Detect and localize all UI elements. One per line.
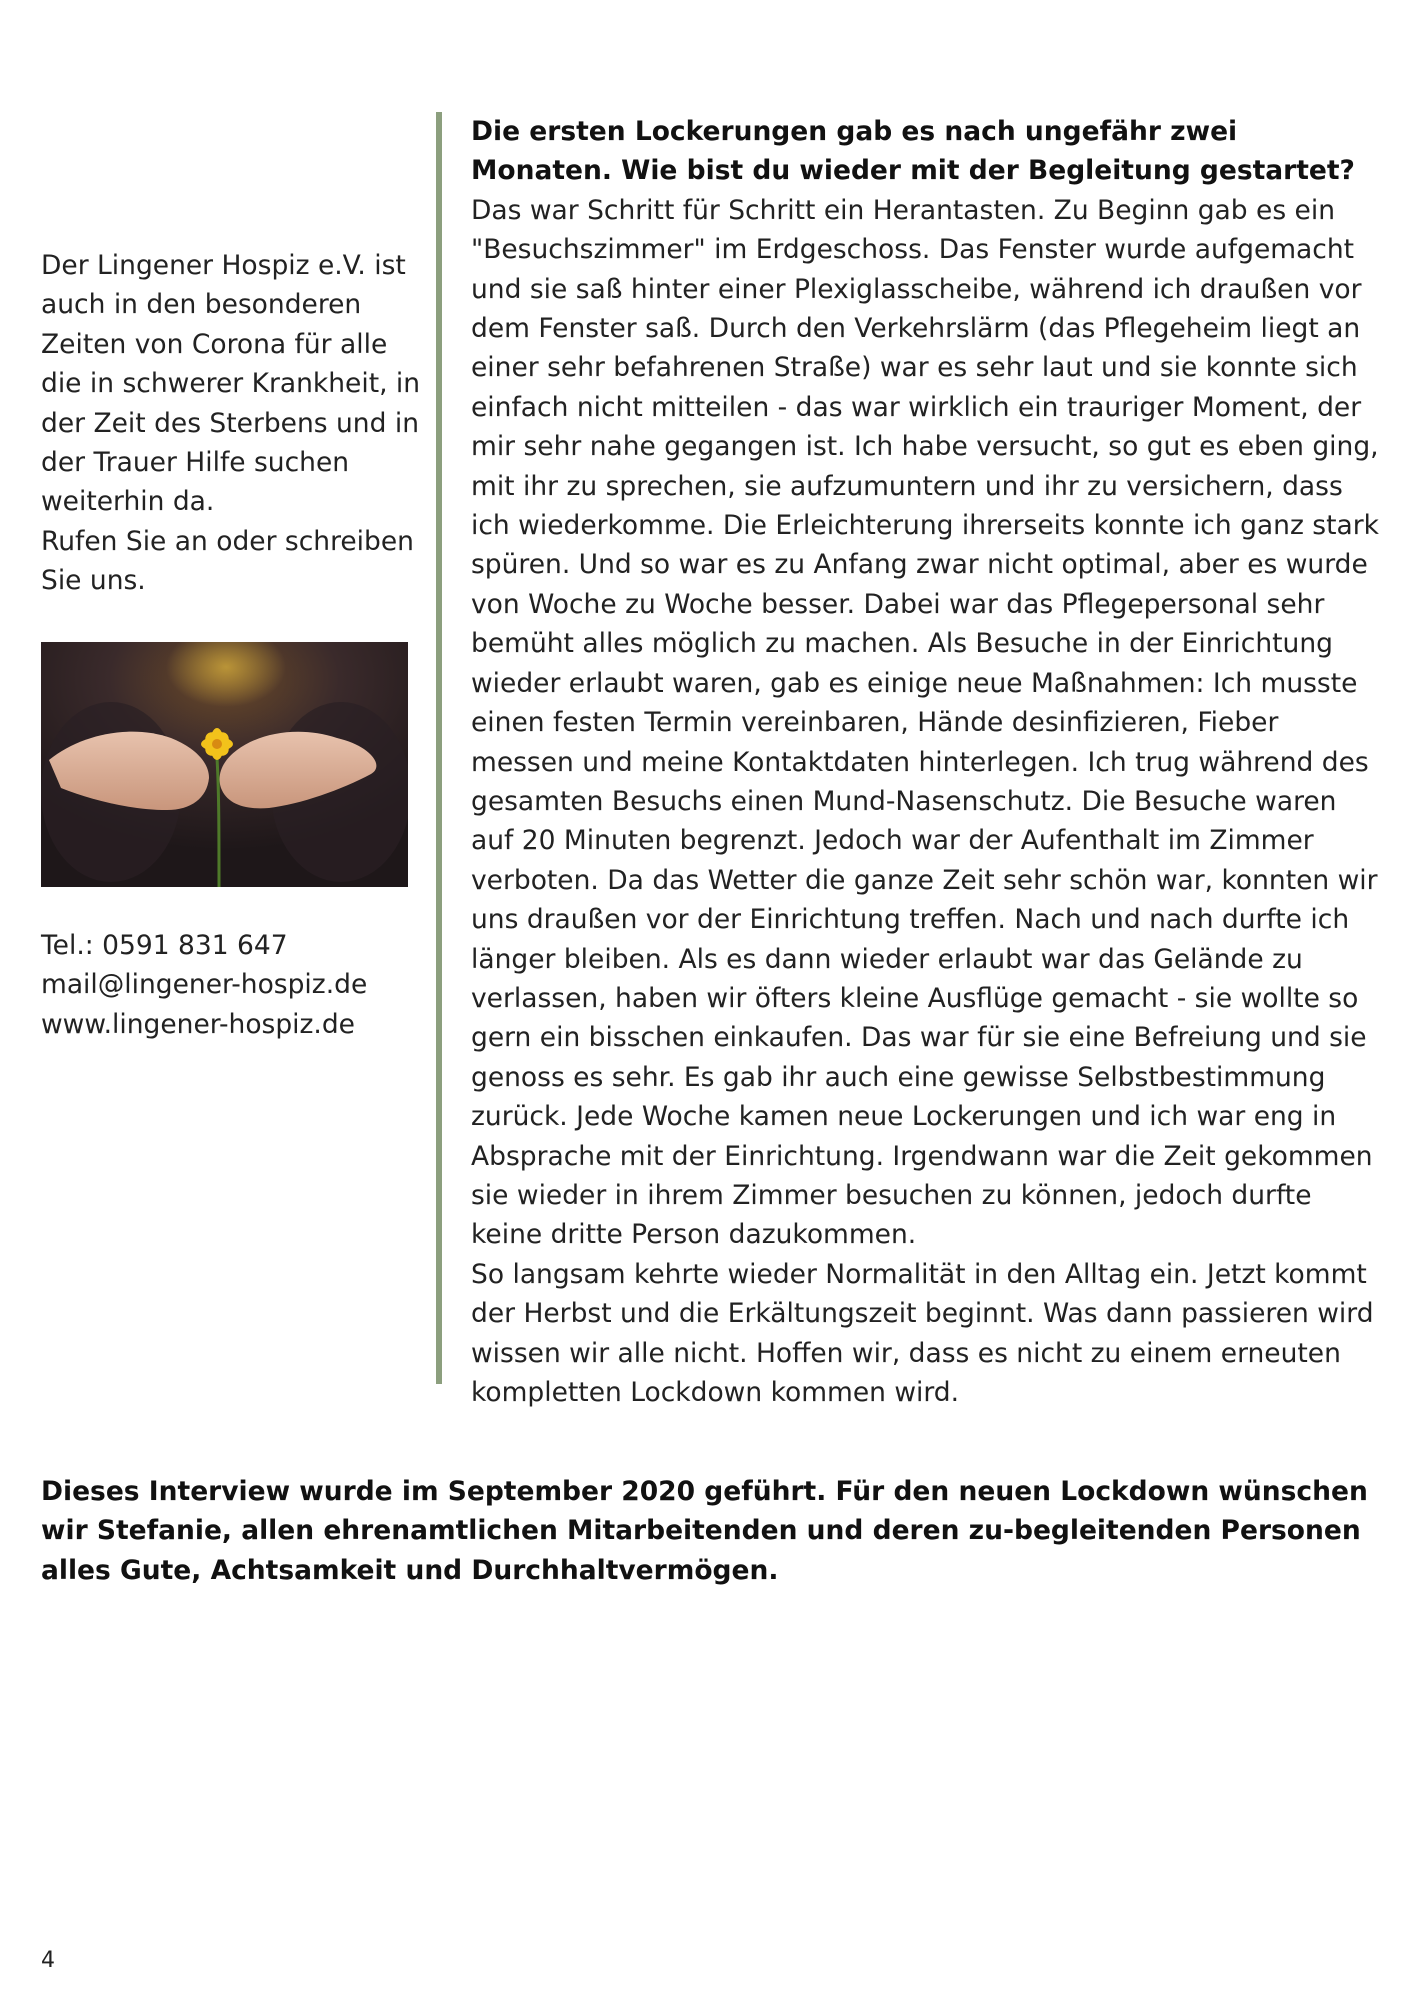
column-divider (436, 112, 442, 1384)
interview-column (471, 112, 1381, 1412)
website-link[interactable]: www.lingener-hospiz.de (41, 1008, 355, 1040)
hands-flower-photo (41, 642, 408, 887)
interview-question: Die ersten Lockerungen gab es nach ungefähr zwei Monaten. Wie bist du wieder mit der Begleitung gestartet? (471, 116, 1355, 187)
email-address[interactable]: mail@lingener-hospiz.de (41, 969, 368, 1001)
contact-info (41, 926, 421, 1044)
interview-answer-paragraph-1: Das war Schritt für Schritt ein Herantasten. Zu Beginn gab es ein "Besuchszimmer" im Erdgeschoss. Das Fenster wurde aufgemacht und sie saß hinter einer Plexiglasscheibe, während ich draußen vor dem Fenster saß. Durch den Verkehrslärm (das Pflegeheim liegt an einer sehr befahrenen Straße) war es sehr laut und sie konnte sich einfach nicht mitteilen - das war wirklich ein trauriger Moment, der mir sehr nahe gegangen ist. Ich habe versucht, so gut es eben ging, mit ihr zu sprechen, sie aufzumuntern und ihr zu versichern, dass ich wiederkomme. Die Erleichterung ihrerseits konnte ich ganz stark spüren. Und so war es zu Anfang zwar nicht optimal, aber es wurde von Woche zu Woche besser. Dabei war das Pflegepersonal sehr bemüht alles möglich zu machen. Als Besuche in der Einrichtung wieder erlaubt waren, gab es einige neue Maßnahmen: Ich musste einen festen Termin vereinbaren, Hände desinfizieren, Fieber messen und meine Kontaktdaten hinterlegen. Ich trug während des gesamten Besuchs einen Mund-Nasenschutz. Die Besuche waren auf 20 Minuten begrenzt. Jedoch war der Aufenthalt im Zimmer verboten. Da das Wetter die ganze Zeit sehr schön war, konnten wir uns draußen vor der Einrichtung treffen. Nach und nach durfte ich länger bleiben. Als es dann wieder erlaubt war das Gelände zu verlassen, haben wir öfters kleine Ausflüge gemacht - sie wollte so gern ein bisschen einkaufen. Das war für sie eine Befreiung und sie genoss es sehr. Es gab ihr auch eine gewisse Selbstbestimmung zurück. Jede Woche kamen neue Lockerungen und ich war eng in Absprache mit der Einrichtung. Irgendwann war die Zeit gekommen sie wieder in ihrem Zimmer besuchen zu können, jedoch durfte keine dritte Person dazukommen. (471, 194, 1379, 1251)
closing-note: Dieses Interview wurde im September 2020 geführt. Für den neuen Lockdown wünschen wir Stefanie, allen ehrenamtlichen Mitarbeitenden und deren zu-begleitenden Personen alles Gute, Achtsamkeit und Durchhaltvermögen. (41, 1476, 1368, 1586)
page-number: 4 (41, 1948, 55, 1973)
interview-answer-paragraph-2: So langsam kehrte wieder Normalität in den Alltag ein. Jetzt kommt der Herbst und die Erkältungszeit beginnt. Was dann passieren wird wissen wir alle nicht. Hoffen wir, dass es nicht zu einem erneuten kompletten Lockdown kommen wird. (471, 1258, 1374, 1408)
sidebar-intro: Der Lingener Hospiz e.V. ist auch in den besonderen Zeiten von Corona für alle die in schwerer Krankheit, in der Zeit des Sterbens und in der Trauer Hilfe suchen weiterhin da. (41, 250, 421, 518)
sidebar-call-to-action: Rufen Sie an oder schreiben Sie uns. (41, 525, 414, 597)
phone-number: Tel.: 0591 831 647 (41, 930, 288, 961)
sidebar-text (41, 246, 421, 601)
